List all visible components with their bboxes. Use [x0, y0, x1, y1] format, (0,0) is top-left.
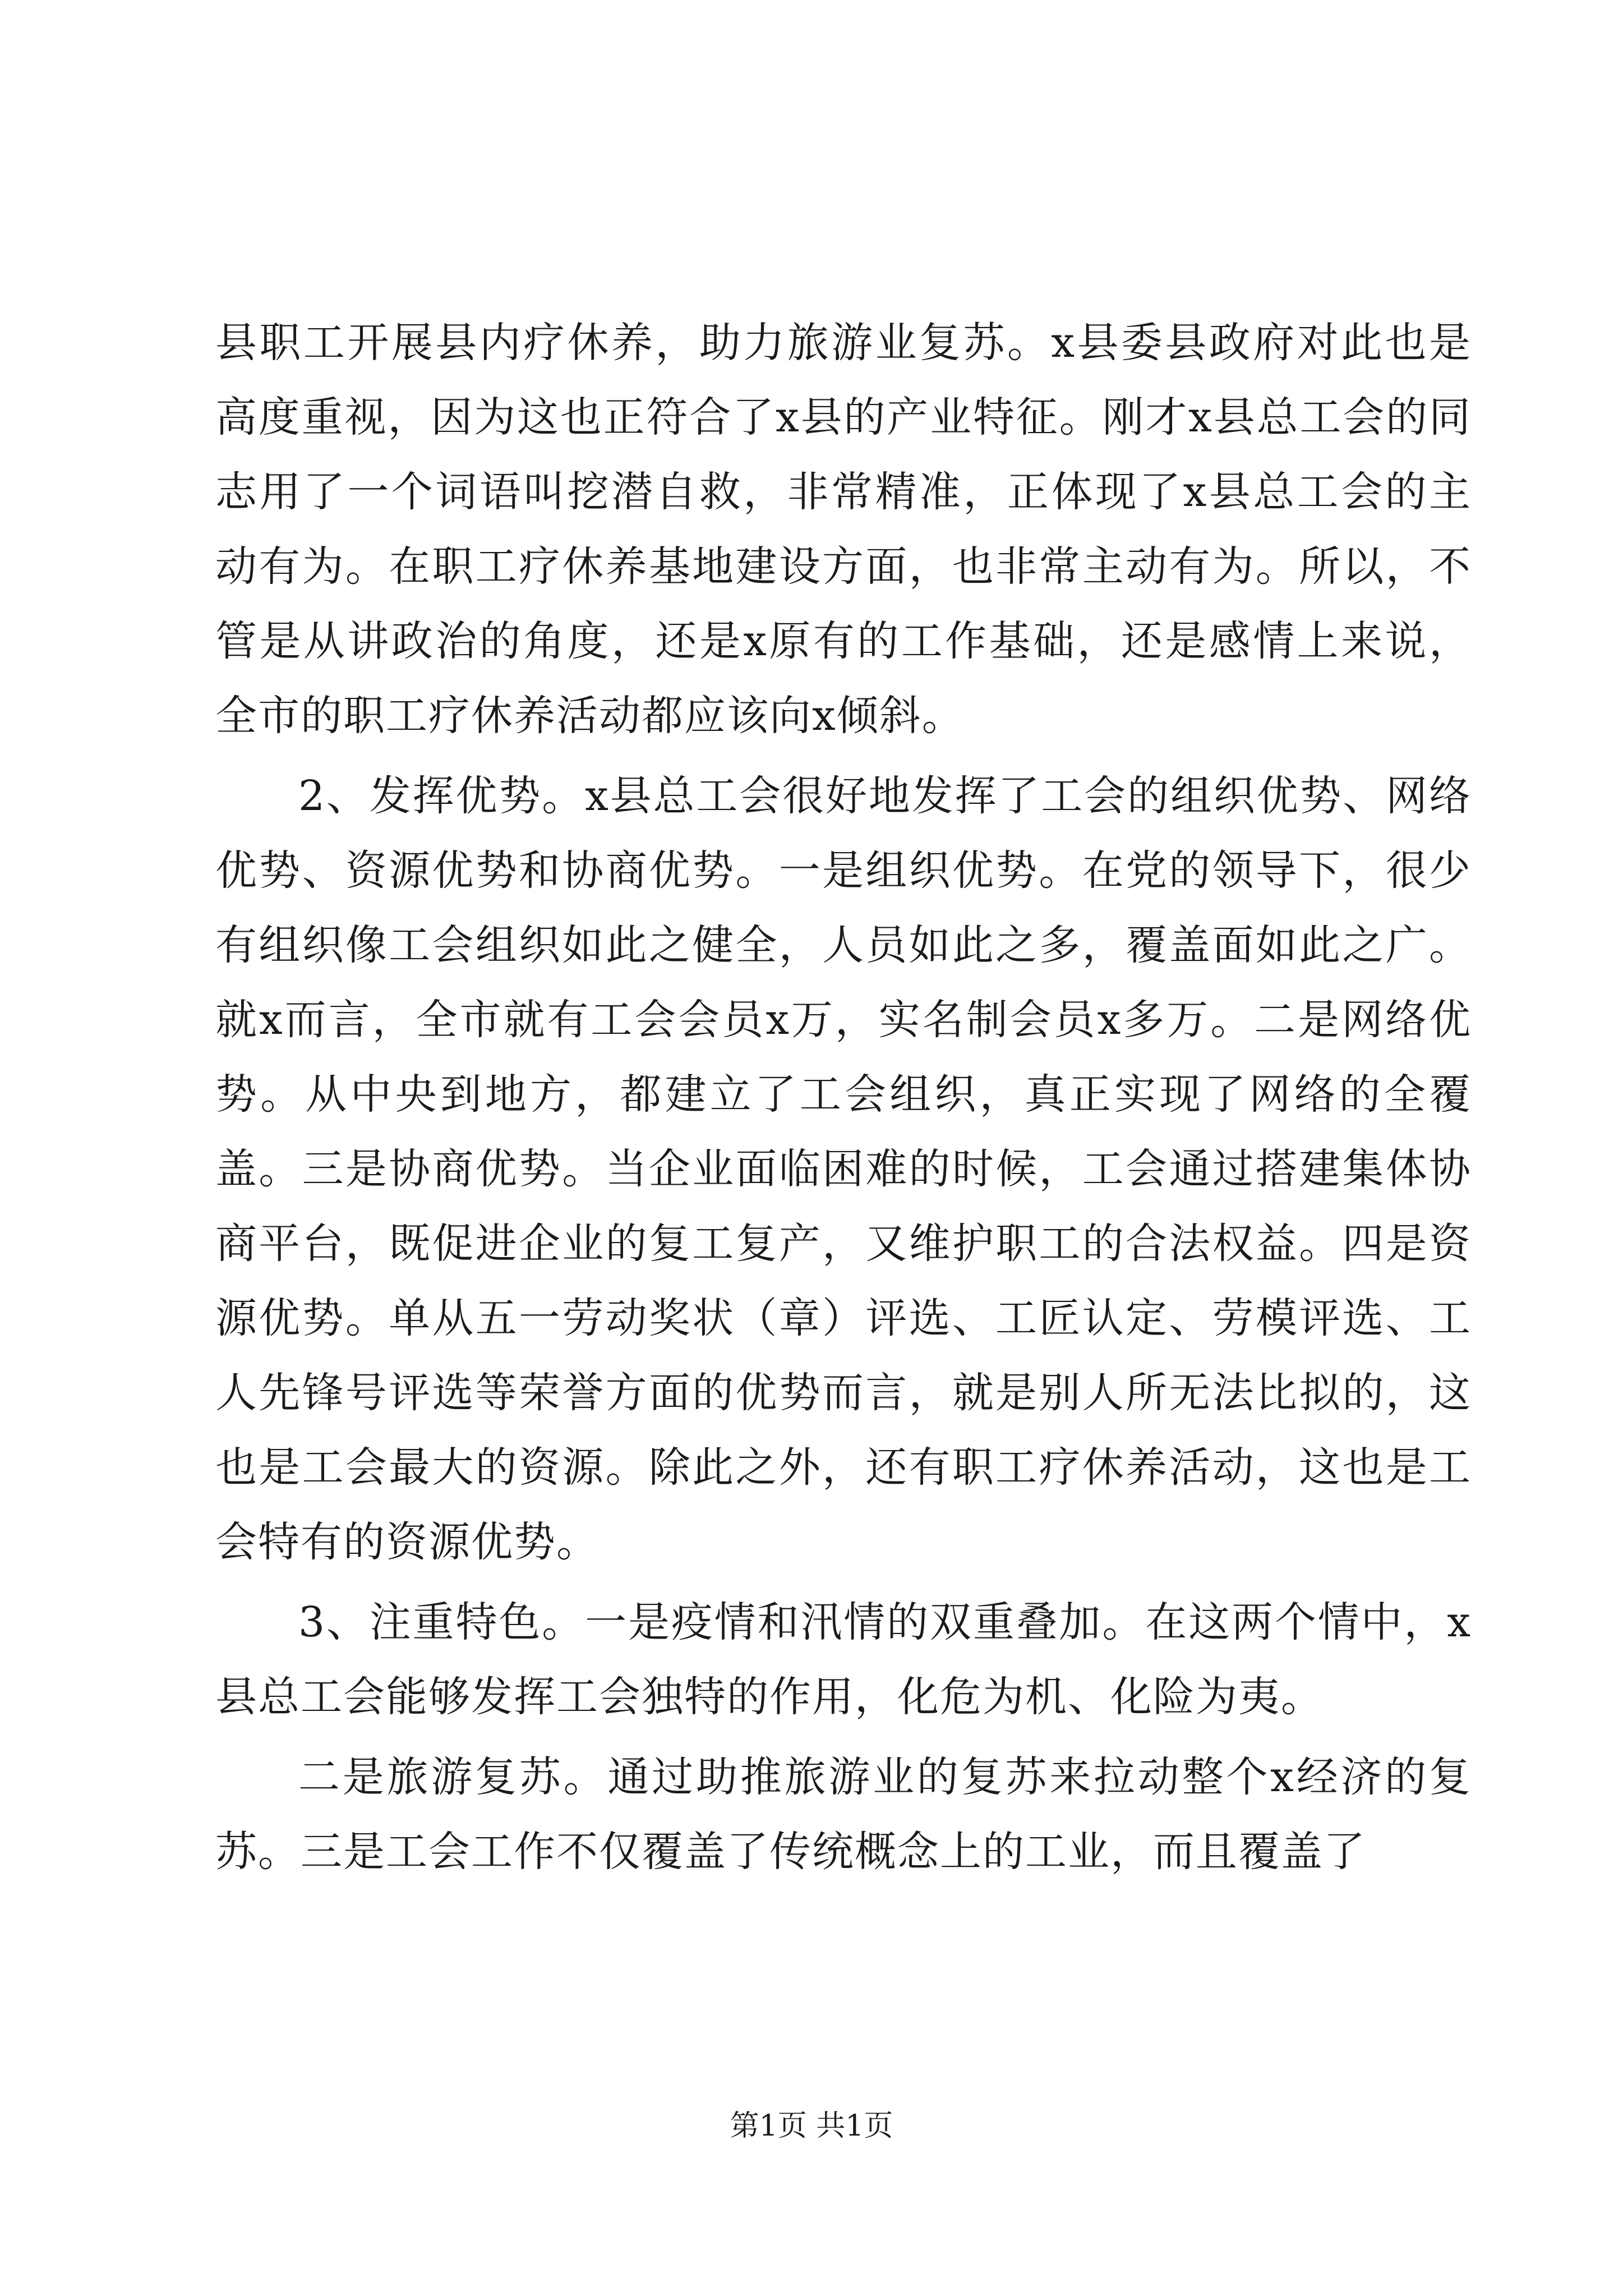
page-footer: 第1页 共1页: [730, 2109, 893, 2143]
document-body: [215, 306, 1472, 1889]
paragraph-4: 二是旅游复苏。通过助推旅游业的复苏来拉动整个x经济的复苏。三是工会工作不仅覆盖了传统概念上的工业，而且覆盖了: [215, 1753, 1472, 1876]
paragraph-3: 3、注重特色。一是疫情和汛情的双重叠加。在这两个情中，x县总工会能够发挥工会独特的作用，化危为机、化险为夷。: [215, 1598, 1472, 1721]
paragraph-1: 县职工开展县内疗休养，助力旅游业复苏。x县委县政府对此也是高度重视，因为这也正符合了x县的产业特征。刚才x县总工会的同志用了一个词语叫挖潜自救，非常精准，正体现了x县总工会的主动有为。在职工疗休养基地建设方面，也非常主动有为。所以，不管是从讲政治的角度，还是x原有的工作基础，还是感情上来说，全市的职工疗休养活动都应该向x倾斜。: [215, 319, 1472, 740]
paragraph-2: 2、发挥优势。x县总工会很好地发挥了工会的组织优势、网络优势、资源优势和协商优势。一是组织优势。在党的领导下，很少有组织像工会组织如此之健全，人员如此之多，覆盖面如此之广。就x而言，全市就有工会会员x万，实名制会员x多万。二是网络优势。从中央到地方，都建立了工会组织，真正实现了网络的全覆盖。三是协商优势。当企业面临困难的时候，工会通过搭建集体协商平台，既促进企业的复工复产，又维护职工的合法权益。四是资源优势。单从五一劳动奖状（章）评选、工匠认定、劳模评选、工人先锋号评选等荣誉方面的优势而言，就是别人所无法比拟的，这也是工会最大的资源。除此之外，还有职工疗休养活动，这也是工会特有的资源优势。: [215, 772, 1472, 1566]
